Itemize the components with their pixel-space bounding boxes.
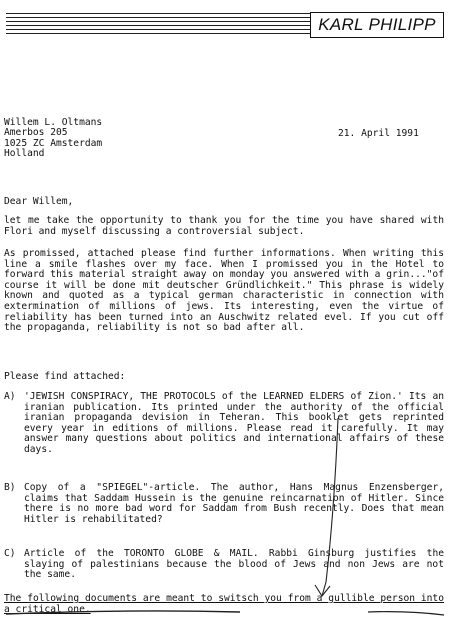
list-item-text: Copy of a "SPIEGEL"-article. The author, Hans Magnus Enzensberger, claims that Saddam Hussein is the genuine reincarnation of Hitler. Since there is no more bad word for Saddam from Bush recently. Does that mean Hitler is rehabilitated? (24, 482, 444, 525)
list-marker: B) (4, 482, 16, 493)
recipient-city: 1025 ZC Amsterdam (4, 137, 103, 149)
list-marker: C) (4, 548, 16, 559)
pen-underline (368, 612, 444, 615)
paragraph-promise: As promissed, attached please find further informations. When writing this line a smile flashes over my face. When I promissed you in the Hotel to forward this material straight away on monday you answered with a grin..."of course it will be done mit deutscher Gründlichkeit." This phrase is widely known and quoted as a typical german characteristic in connection with extermination of millions of jews. Its interesting, even the virtue of reliability has been turned into an Auschwitz related evel. If you cut off the propaganda, reliability is not so bad after all. (4, 248, 444, 334)
paragraph-attached-intro: Please find attached: (4, 371, 126, 382)
paragraph-thanks: let me take the opportunity to thank you for the time you have shared with Flori and myself discussing a controversial subject. (4, 215, 444, 237)
list-item-text: Article of the TORONTO GLOBE & MAIL. Rabbi Ginsburg justifies the slaying of palestinians because the blood of Jews and non Jews are not the same. (24, 548, 444, 581)
pen-underline (6, 611, 240, 614)
recipient-name: Willem L. Oltmans (4, 117, 103, 128)
closing-text: The following documents are meant to switsch you from a gullible person into a critical one. (4, 593, 444, 615)
recipient-country: Holland (4, 148, 45, 160)
list-marker: A) (4, 391, 16, 402)
recipient-street: Amerbos 205 (4, 127, 68, 139)
letter-date: 21. April 1991 (338, 128, 419, 139)
salutation: Dear Willem, (4, 196, 74, 207)
brand-name: KARL PHILIPP (318, 15, 436, 34)
pen-stroke (322, 418, 338, 596)
list-item-text: 'JEWISH CONSPIRACY, THE PROTOCOLS of the LEARNED ELDERS of Zion.' Its an iranian publication. Its printed under the authority of the official iranian propaganda devision in Teheran. This booklet gets reprinted every year in editions of millions. Please read it carefully. It may answer many questions about politics and international affairs of these days. (24, 391, 444, 455)
